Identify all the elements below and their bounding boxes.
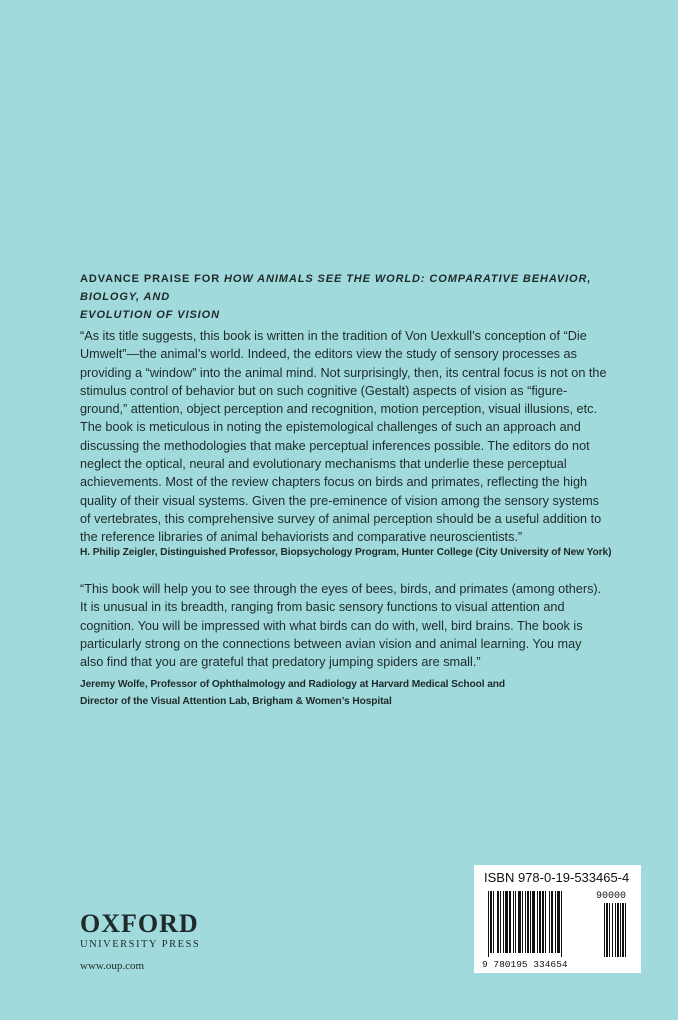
- attribution-zeigler: [80, 544, 640, 561]
- attribution-line: H. Philip Zeigler, Distinguished Professor, Biopsychology Program, Hunter College (City University of New York): [80, 547, 612, 558]
- barcode-icon: [480, 891, 636, 969]
- praise-label: ADVANCE PRAISE FOR: [80, 273, 225, 285]
- isbn-barcode-box: [474, 865, 641, 973]
- praise-header: [80, 270, 600, 324]
- isbn-label: ISBN 978-0-19-533465-4: [484, 870, 630, 885]
- publisher-website: www.oup.com: [80, 960, 145, 972]
- price-code: 90000: [596, 891, 627, 902]
- attribution-wolfe: [80, 676, 640, 710]
- attribution-line: Director of the Visual Attention Lab, Brigham & Women’s Hospital: [80, 696, 392, 707]
- book-title-line2: EVOLUTION OF VISION: [80, 309, 220, 321]
- publisher-press: UNIVERSITY PRESS: [80, 939, 201, 950]
- attribution-line: Jeremy Wolfe, Professor of Ophthalmology and Radiology at Harvard Medical School and: [80, 679, 506, 690]
- quote-zeigler: “As its title suggests, this book is written in the tradition of Von Uexkull’s conception of “Die Umwelt”—the animal’s world. Indeed, the editors view the study of sensory processes as providing a “window” into the animal mind. Not surprisingly, then, its central focus is not on the stimulus control of behavior but on such cognitive (Gestalt) aspects of vision as “figure-ground,” attention, object perception and recognition, motion perception, visual illusions, etc. The book is meticulous in noting the epistemological challenges of such an approach and discussing the methodologies that make perceptual inferences possible. The editors do not neglect the optical, neural and evolutionary mechanisms that underlie these perceptual achievements. Most of the review chapters focus on birds and primates, reflecting the high quality of their visual systems. Given the pre-eminence of vision among the sensory systems of vertebrates, this comprehensive survey of animal perception should be a useful addition to the reference libraries of animal behaviorists and comparative neuroscientists.”: [80, 329, 607, 545]
- publisher-logo: [80, 910, 200, 952]
- barcode-digits: 9 780195 334654: [482, 959, 568, 969]
- publisher-name: OXFORD: [80, 909, 199, 938]
- quote-wolfe: “This book will help you to see through the eyes of bees, birds, and primates (among others). It is unusual in its breadth, ranging from basic sensory functions to visual attention and cognition. You will be impressed with what birds can do with, well, bird brains. The book is particularly strong on the connections between avian vision and animal learning. You may also find that you are grateful that predatory jumping spiders are small.”: [80, 582, 602, 670]
- book-title-line1: HOW ANIMALS SEE THE WORLD: COMPARATIVE BEHAVIOR, BIOLOGY, AND: [80, 273, 592, 303]
